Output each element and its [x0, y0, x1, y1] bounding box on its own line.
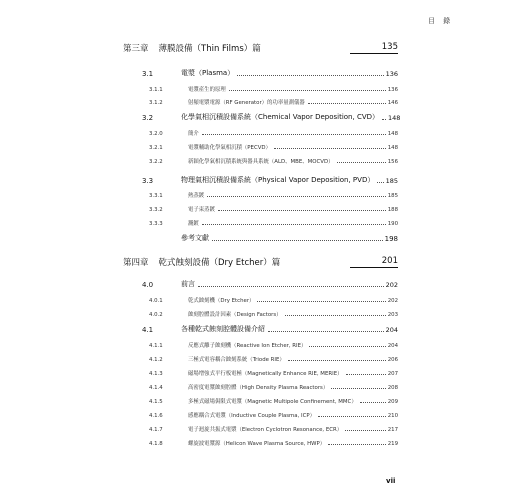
- dot-leader: [237, 75, 383, 76]
- entry-number: 3.2: [142, 114, 154, 122]
- entry-page: 146: [387, 100, 398, 106]
- toc-subsection-row: [136, 423, 398, 433]
- dot-leader: [212, 240, 383, 241]
- entry-page: 148: [387, 145, 398, 151]
- dot-leader: [377, 182, 383, 183]
- dot-leader: [285, 315, 386, 316]
- dot-leader: [318, 416, 386, 417]
- entry-number: 3.3.3: [149, 221, 163, 227]
- entry-number: 4.0: [142, 281, 154, 289]
- entry-number: 4.1.3: [149, 371, 163, 377]
- entry-page: 185: [385, 177, 398, 185]
- chapter-name: 薄膜設備（Thin Films）篇: [158, 44, 261, 54]
- entry-number: 4.1.5: [149, 399, 163, 405]
- dot-leader: [202, 134, 386, 135]
- entry-page: 203: [387, 312, 398, 318]
- entry-title: 電漿產生的原理: [188, 87, 226, 93]
- entry-number: 4.1.7: [149, 427, 163, 433]
- entry-title: 濺鍍: [188, 221, 199, 227]
- entry-page: 209: [387, 399, 398, 405]
- entry-page: 148: [387, 131, 398, 137]
- toc-section-row: [136, 279, 398, 289]
- toc-section-row: [136, 175, 398, 185]
- entry-page: 202: [387, 298, 398, 304]
- dot-leader: [218, 210, 386, 211]
- dot-leader: [337, 162, 386, 163]
- entry-number: 4.1.4: [149, 385, 163, 391]
- entry-title: 射頻電漿電源（RF Generator）的功率量測儀器: [188, 100, 305, 106]
- entry-number: 3.1.2: [149, 100, 163, 106]
- entry-title: 螺旋波電漿源（Helicon Wave Plasma Source, HWP）: [188, 441, 326, 447]
- toc-subsection-row: [136, 217, 398, 227]
- toc-subsection-row: [136, 141, 398, 151]
- toc-subsection-row: [136, 353, 398, 363]
- chapter-heading: [123, 254, 398, 268]
- entry-page: 185: [387, 193, 398, 199]
- dot-leader: [257, 301, 385, 302]
- chapter-label: 第四章: [123, 258, 149, 268]
- dot-leader: [308, 103, 386, 104]
- entry-page: 206: [387, 357, 398, 363]
- entry-page: 156: [387, 159, 398, 165]
- entry-page: 219: [387, 441, 398, 447]
- entry-title: 新穎化學氣相沉積系統與器具系統（ALD、MBE、MOCVD）: [188, 159, 334, 165]
- entry-title: 乾式蝕刻機（Dry Etcher）: [188, 298, 255, 304]
- entry-page: 148: [388, 114, 401, 122]
- entry-title: 熱蒸鍍: [188, 193, 205, 199]
- entry-page: 208: [387, 385, 398, 391]
- dot-leader: [346, 374, 386, 375]
- entry-page: 188: [387, 207, 398, 213]
- entry-page: 190: [387, 221, 398, 227]
- entry-number: 3.1: [142, 70, 154, 78]
- chapter-label: 第三章: [123, 44, 149, 54]
- toc-subsection-row: [136, 395, 398, 405]
- chapter-title: [123, 256, 280, 268]
- entry-page: 136: [385, 70, 398, 78]
- dot-leader: [229, 90, 386, 91]
- entry-number: 3.1.1: [149, 87, 163, 93]
- dot-leader: [360, 402, 386, 403]
- toc-subsection-row: [136, 339, 398, 349]
- toc-section-row: [136, 324, 398, 334]
- entry-number: 4.0.2: [149, 312, 163, 318]
- entry-page: 204: [385, 326, 398, 334]
- entry-page: 198: [384, 235, 398, 243]
- entry-title: 前言: [181, 280, 195, 288]
- toc-subsection-row: [136, 155, 398, 165]
- entry-number: 3.2.0: [149, 131, 163, 137]
- dot-leader: [345, 430, 386, 431]
- entry-number: 4.1.1: [149, 343, 163, 349]
- dot-leader: [207, 196, 386, 197]
- entry-title: 參考文獻: [181, 234, 209, 242]
- entry-title: 電漿輔助化學氣相沉積（PECVD）: [188, 145, 271, 151]
- toc-subsection-row: [136, 203, 398, 213]
- entry-number: 3.2.1: [149, 145, 163, 151]
- entry-page: 202: [385, 281, 398, 289]
- toc-subsection-row: [136, 381, 398, 391]
- dot-leader: [202, 224, 386, 225]
- toc-subsection-row: [136, 189, 398, 199]
- chapter-heading: [123, 40, 398, 54]
- entry-number: 3.2.2: [149, 159, 163, 165]
- entry-page: 136: [387, 87, 398, 93]
- entry-number: 4.1.6: [149, 413, 163, 419]
- chapter-page: 201: [350, 256, 398, 268]
- entry-title: 各種乾式蝕刻腔體設備介紹: [181, 325, 265, 333]
- toc-subsection-row: [136, 83, 398, 93]
- toc-subsection-row: [136, 96, 398, 106]
- chapter-name: 乾式蝕刻設備（Dry Etcher）篇: [158, 258, 281, 268]
- entry-title: 三極式電容耦合蝕刻系統（Triode RIE）: [188, 357, 285, 363]
- dot-leader: [198, 286, 384, 287]
- entry-number: 3.3.1: [149, 193, 163, 199]
- dot-leader: [382, 119, 386, 120]
- chapter-page: 135: [350, 42, 398, 54]
- dot-leader: [274, 148, 386, 149]
- dot-leader: [268, 331, 384, 332]
- entry-title: 電漿（Plasma）: [181, 69, 235, 77]
- entry-title: 蝕刻腔體設計因素（Design Factors）: [188, 312, 282, 318]
- entry-title: 高密度電漿蝕刻腔體（High Density Plasma Reactors）: [188, 385, 329, 391]
- dot-leader: [288, 360, 386, 361]
- entry-number: 4.1: [142, 326, 154, 334]
- entry-page: 217: [387, 427, 398, 433]
- toc-subsection-row: [136, 294, 398, 304]
- entry-number: 4.1.8: [149, 441, 163, 447]
- entry-title: 磁場增強式平行板電極（Magnetically Enhance RIE, MERIE）: [188, 371, 343, 377]
- entry-title: 簡介: [188, 131, 199, 137]
- entry-page: 204: [387, 343, 398, 349]
- page-number: vii: [386, 477, 396, 485]
- dot-leader: [331, 388, 385, 389]
- entry-title: 物理氣相沉積設備系統（Physical Vapor Deposition, PVD）: [181, 176, 375, 184]
- entry-number: 3.3.2: [149, 207, 163, 213]
- entry-number: 3.3: [142, 177, 154, 185]
- toc-section-row: [136, 68, 398, 78]
- toc-section-row: [136, 112, 401, 122]
- entry-title: 多極式磁場侷限式電漿（Magnetic Multipole Confinement, MMC）: [188, 399, 357, 405]
- toc-subsection-row: [136, 308, 398, 318]
- dot-leader: [328, 444, 386, 445]
- toc-references-row: [136, 233, 398, 243]
- entry-title: 化學氣相沉積設備系統（Chemical Vapor Deposition, CVD）: [181, 113, 380, 121]
- entry-page: 207: [387, 371, 398, 377]
- toc-subsection-row: [136, 367, 398, 377]
- toc-subsection-row: [136, 437, 398, 447]
- chapter-title: [123, 42, 261, 54]
- toc-subsection-row: [136, 127, 398, 137]
- toc-subsection-row: [136, 409, 398, 419]
- entry-number: 4.0.1: [149, 298, 163, 304]
- entry-title: 感應耦合式電漿（Inductive Couple Plasma, ICP）: [188, 413, 316, 419]
- dot-leader: [309, 346, 385, 347]
- entry-number: 4.1.2: [149, 357, 163, 363]
- entry-page: 210: [387, 413, 398, 419]
- entry-title: 電子迴旋共振式電漿（Electron Cyclotron Resonance, ECR）: [188, 427, 343, 433]
- entry-title: 反應式離子蝕刻機（Reactive Ion Etcher, RIE）: [188, 343, 307, 349]
- page-header: 目 錄: [428, 17, 454, 25]
- entry-title: 電子束蒸鍍: [188, 207, 215, 213]
